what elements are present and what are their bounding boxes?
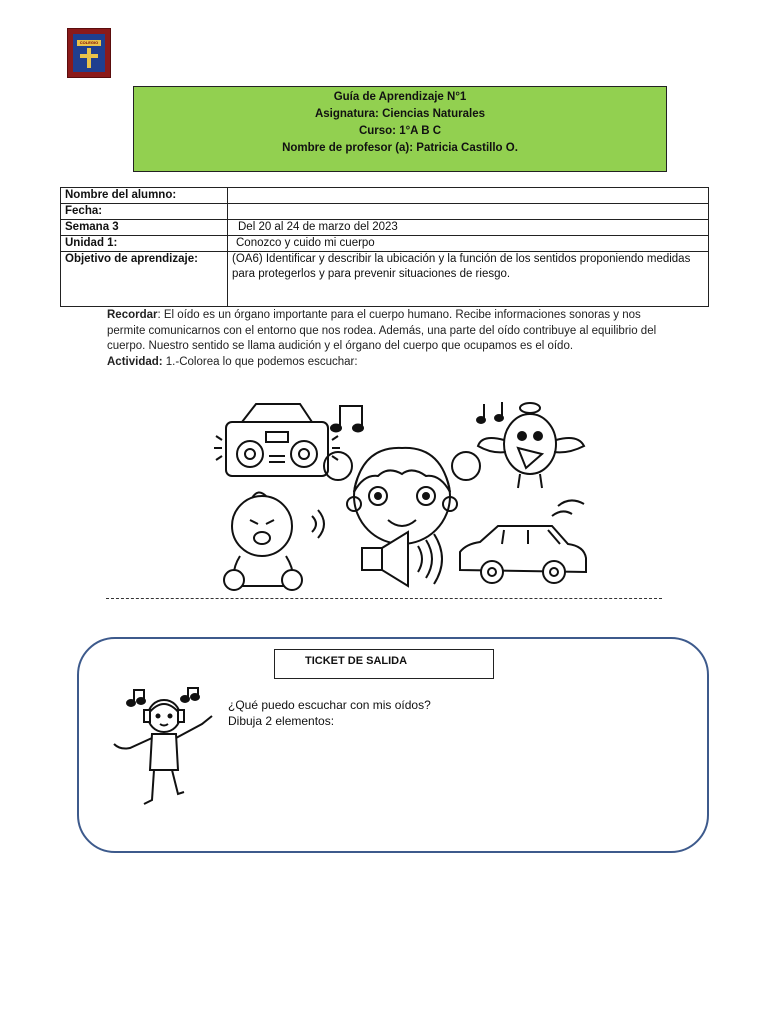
school-logo xyxy=(67,28,111,78)
reminder-paragraph xyxy=(107,308,667,370)
guide-title: Guía de Aprendizaje N°1 xyxy=(333,91,467,103)
week-value: Del 20 al 24 de marzo del 2023 xyxy=(228,220,709,236)
unit-value: Conozco y cuido mi cuerpo xyxy=(228,236,709,252)
ticket-instruction: Dibuja 2 elementos: xyxy=(228,714,335,728)
dashed-separator xyxy=(106,598,662,599)
table-row xyxy=(61,188,709,204)
unit-label: Unidad 1: xyxy=(61,236,228,252)
girl-face-icon xyxy=(324,448,480,544)
week-label: Semana 3 xyxy=(61,220,228,236)
table-row xyxy=(61,236,709,252)
student-info-table xyxy=(60,187,709,307)
radio-icon xyxy=(214,404,340,476)
guide-header xyxy=(133,86,667,172)
logo-band: COLEGIO xyxy=(77,40,101,46)
crying-baby-icon xyxy=(224,492,324,590)
student-name-field[interactable] xyxy=(228,188,709,204)
objective-value: (OA6) Identificar y describir la ubicación y la función de los sentidos proponiendo medidas para protegerlos y para prevenir situaciones de riesgo. xyxy=(228,252,709,307)
shield-icon xyxy=(73,34,105,72)
reminder-text: : El oído es un órgano importante para el cuerpo humano. Recibe informaciones sonoras y nos permite comunicarnos con el entorno que nos rodea. Además, una parte del oído contribuye al equilibrio del cuerpo. Nuestro sentido se llama audición y el órgano del cuerpo que ocupamos es el oído. xyxy=(107,309,657,352)
car-icon xyxy=(460,500,586,583)
date-label: Fecha: xyxy=(61,204,228,220)
activity-label: Actividad: xyxy=(107,355,163,368)
objective-label: Objetivo de aprendizaje: xyxy=(61,252,228,307)
speaker-icon xyxy=(362,532,442,586)
student-name-label: Nombre del alumno: xyxy=(61,188,228,204)
table-row xyxy=(61,220,709,236)
boy-headphones-icon xyxy=(112,686,220,812)
activity-text: 1.-Colorea lo que podemos escuchar: xyxy=(162,355,358,368)
table-row xyxy=(61,204,709,220)
subject-line: Asignatura: Ciencias Naturales xyxy=(314,108,485,120)
music-notes-icon xyxy=(331,402,503,432)
ticket-prompt xyxy=(228,697,431,729)
teacher-line: Nombre de profesor (a): Patricia Castillo O. xyxy=(282,142,518,154)
reminder-label: Recordar xyxy=(107,309,158,321)
bird-icon xyxy=(478,403,584,488)
course-line: Curso: 1°A B C xyxy=(358,125,442,137)
ticket-question: ¿Qué puedo escuchar con mis oídos? xyxy=(228,698,431,712)
sounds-illustration xyxy=(212,396,592,596)
table-row xyxy=(61,252,709,307)
ticket-title: TICKET DE SALIDA xyxy=(274,649,494,679)
date-field[interactable] xyxy=(228,204,709,220)
